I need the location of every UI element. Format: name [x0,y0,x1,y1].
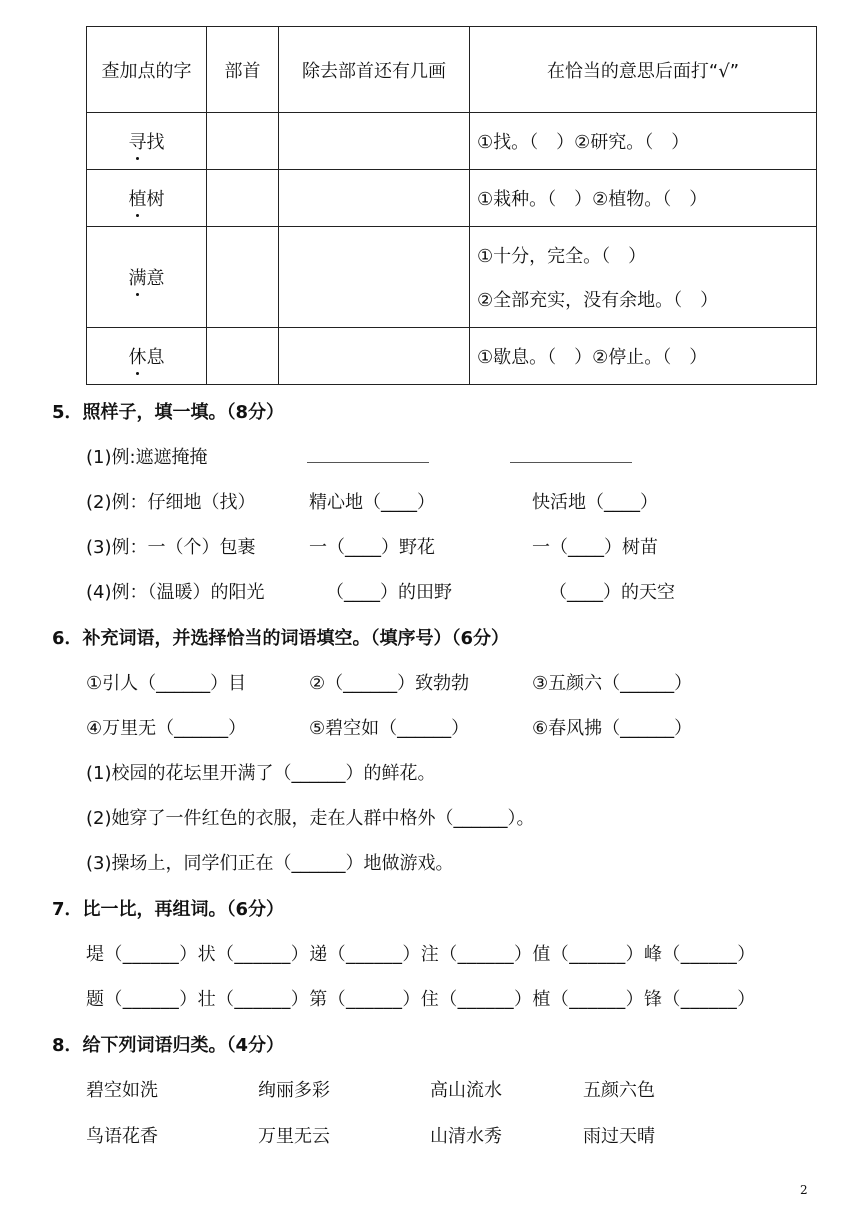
word-rest: 树 [146,189,165,210]
q8-word: 绚丽多彩 [258,1080,330,1101]
meaning-option-2[interactable]: ②全部充实，没有余地。（ ） [477,290,719,311]
q8-word: 碧空如洗 [86,1080,158,1101]
q5-blank-2[interactable] [510,462,632,463]
radical-answer-cell[interactable] [207,328,279,385]
q5-line4-item1[interactable]: （____）的田野 [326,582,452,603]
q5-blank-1[interactable] [307,462,429,463]
word-rest: 找 [146,132,165,153]
radical-answer-cell[interactable] [207,227,279,328]
strokes-answer-cell[interactable] [279,328,470,385]
radical-answer-cell[interactable] [207,170,279,227]
q6-word-2[interactable]: ②（______）致勃勃 [309,673,470,694]
q6-word-4[interactable]: ④万里无（______） [86,718,247,739]
page-number: 2 [800,1183,808,1197]
strokes-answer-cell[interactable] [279,170,470,227]
table-row [87,113,817,170]
q5-line3-item1[interactable]: 一（____）野花 [309,537,435,558]
header-radical: 部首 [207,27,279,113]
q5-line3-example: (3)例：一（个）包裹 [86,537,256,558]
q6-word-1[interactable]: ①引人（______）目 [86,673,247,694]
q6-title: 6．补充词语，并选择恰当的词语填空。（填序号）（6分） [52,628,510,649]
q8-word: 山清水秀 [430,1126,502,1147]
q5-line2-item2[interactable]: 快活地（____） [532,492,658,513]
q8-word: 鸟语花香 [86,1126,158,1147]
q6-word-5[interactable]: ⑤碧空如（______） [309,718,470,739]
dotted-char: 寻 [128,132,147,153]
word-cell [87,328,207,385]
q8-word: 高山流水 [430,1080,502,1101]
q7-row-2[interactable]: 题（______）壮（______）第（______）住（______）植（______）锋（______） [86,989,756,1010]
dotted-char: 植 [128,189,147,210]
meaning-cell[interactable] [470,227,817,328]
dotted-char: 休 [128,347,147,368]
character-table [86,26,817,385]
radical-answer-cell[interactable] [207,113,279,170]
q6-word-6[interactable]: ⑥春风拂（______） [532,718,693,739]
header-char: 查加点的字 [87,27,207,113]
q5-line4-item2[interactable]: （____）的天空 [549,582,675,603]
q6-sentence-1[interactable]: (1)校园的花坛里开满了（______）的鲜花。 [86,763,436,784]
meaning-option-1[interactable]: ①十分，完全。（ ） [477,246,647,267]
q8-word: 雨过天晴 [583,1126,655,1147]
strokes-answer-cell[interactable] [279,113,470,170]
header-strokes: 除去部首还有几画 [279,27,470,113]
table-row [87,328,817,385]
q5-line3-item2[interactable]: 一（____）树苗 [532,537,658,558]
q5-title: 5．照样子，填一填。（8分） [52,402,285,423]
q6-sentence-2[interactable]: (2)她穿了一件红色的衣服，走在人群中格外（______）。 [86,808,535,829]
table-row [87,170,817,227]
word-cell [87,113,207,170]
meaning-cell[interactable]: ①栽种。（ ）②植物。（ ） [470,170,817,227]
q8-word: 五颜六色 [583,1080,655,1101]
meaning-cell[interactable]: ①找。（ ）②研究。（ ） [470,113,817,170]
strokes-answer-cell[interactable] [279,227,470,328]
word-cell [87,170,207,227]
q6-sentence-3[interactable]: (3)操场上，同学们正在（______）地做游戏。 [86,853,454,874]
q5-line2-example: (2)例：仔细地（找） [86,492,256,513]
header-meaning: 在恰当的意思后面打“√” [470,27,817,113]
word-rest: 意 [146,268,165,289]
word-cell [87,227,207,328]
q6-word-3[interactable]: ③五颜六（______） [532,673,693,694]
q5-line1-example: (1)例:遮遮掩掩 [86,447,208,468]
q8-word: 万里无云 [258,1126,330,1147]
table-header-row [87,27,817,113]
table-row [87,227,817,328]
q7-row-1[interactable]: 堤（______）状（______）递（______）注（______）值（______）峰（______） [86,944,756,965]
q5-line2-item1[interactable]: 精心地（____） [309,492,435,513]
word-rest: 息 [146,347,165,368]
meaning-cell[interactable]: ①歇息。（ ）②停止。（ ） [470,328,817,385]
q8-title: 8．给下列词语归类。（4分） [52,1035,285,1056]
q5-line4-example: (4)例：（温暖）的阳光 [86,582,265,603]
dotted-char: 满 [128,268,147,289]
q7-title: 7．比一比，再组词。（6分） [52,899,285,920]
